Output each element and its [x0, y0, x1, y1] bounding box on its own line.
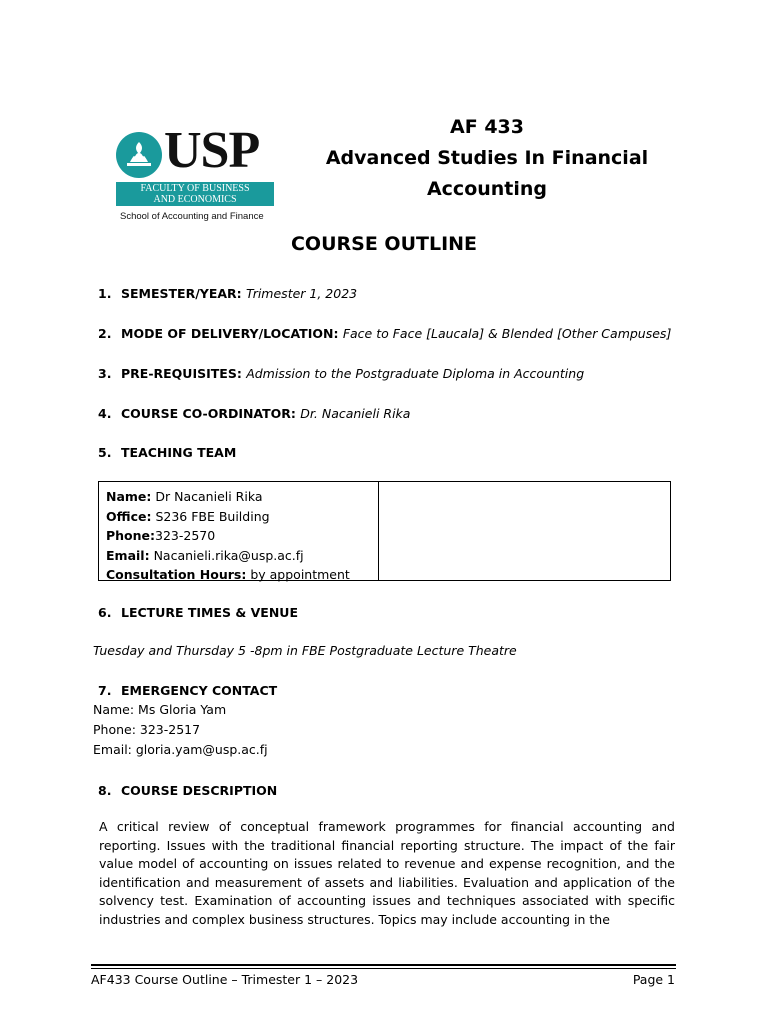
- item-label: SEMESTER/YEAR:: [121, 286, 242, 301]
- item-number: 3.: [98, 366, 112, 381]
- course-name-line1: Advanced Studies In Financial: [325, 147, 649, 169]
- teaching-team-cell: [99, 482, 379, 580]
- item-number: 1.: [98, 286, 112, 301]
- item-label: LECTURE TIMES & VENUE: [121, 605, 298, 620]
- footer-rule-thin: [91, 968, 676, 969]
- item-label: COURSE DESCRIPTION: [121, 783, 278, 798]
- item-value: Trimester 1, 2023: [246, 286, 358, 301]
- item-number: 5.: [98, 445, 112, 460]
- emergency-phone: Phone: 323-2517: [93, 722, 201, 737]
- team-email-row: Email: Nacanieli.rika@usp.ac.fj: [106, 547, 304, 563]
- emergency-email: Email: gloria.yam@usp.ac.fj: [93, 742, 268, 757]
- course-code: AF 433: [450, 116, 524, 138]
- item-number: 2.: [98, 326, 112, 341]
- usp-logo: [114, 122, 276, 223]
- item-label: COURSE CO-ORDINATOR:: [121, 406, 296, 421]
- teaching-team-table: [98, 481, 671, 581]
- logo-faculty-line2: AND ECONOMICS: [153, 194, 237, 205]
- emergency-name: Name: Ms Gloria Yam: [93, 702, 227, 717]
- team-hours-row: Consultation Hours: by appointment: [106, 567, 350, 582]
- logo-faculty-band: [116, 182, 274, 206]
- footer-title: AF433 Course Outline – Trimester 1 – 2023: [91, 972, 359, 987]
- team-phone-row: Phone:323-2570: [106, 528, 216, 543]
- item-label: MODE OF DELIVERY/LOCATION:: [121, 326, 339, 341]
- lecture-times-text: Tuesday and Thursday 5 -8pm in FBE Postgraduate Lecture Theatre: [93, 643, 517, 658]
- item-number: 7.: [98, 683, 112, 698]
- course-outline-heading: COURSE OUTLINE: [290, 233, 478, 255]
- item-number: 4.: [98, 406, 112, 421]
- item-label: TEACHING TEAM: [121, 445, 237, 460]
- course-title: [318, 112, 656, 205]
- course-name-line2: Accounting: [426, 178, 548, 200]
- teaching-team-empty-cell: [379, 482, 670, 580]
- item-number: 6.: [98, 605, 112, 620]
- footer-rule: [91, 964, 676, 966]
- page-number: Page 1: [632, 972, 675, 987]
- logo-faculty-line1: FACULTY OF BUSINESS: [140, 183, 250, 194]
- team-office-row: Office: S236 FBE Building: [106, 508, 270, 524]
- usp-emblem-icon: [116, 132, 162, 178]
- item-value: Dr. Nacanieli Rika: [300, 406, 411, 421]
- team-name-row: Name: Dr Nacanieli Rika: [106, 489, 263, 504]
- item-number: 8.: [98, 783, 112, 798]
- logo-wordmark: USP: [164, 122, 260, 179]
- item-value: Admission to the Postgraduate Diploma in Accounting: [246, 366, 585, 381]
- item-label: EMERGENCY CONTACT: [121, 683, 278, 698]
- course-description-text: A critical review of conceptual framework programmes for financial accounting and reporting. Issues with the traditional financial reporting structure. The impact of the fair value model of accounting on issues related to revenue and expense recognition, and the identification and measurement of assets and liabilities. Evaluation and application of the solvency test. Examination of accounting issues and techniques associated with specific industries and complex business structures. Topics may include accounting in the: [99, 819, 675, 927]
- logo-school: School of Accounting and Finance: [120, 211, 264, 222]
- item-label: PRE-REQUISITES:: [121, 366, 242, 381]
- item-value: Face to Face [Laucala] & Blended [Other Campuses]: [342, 326, 672, 341]
